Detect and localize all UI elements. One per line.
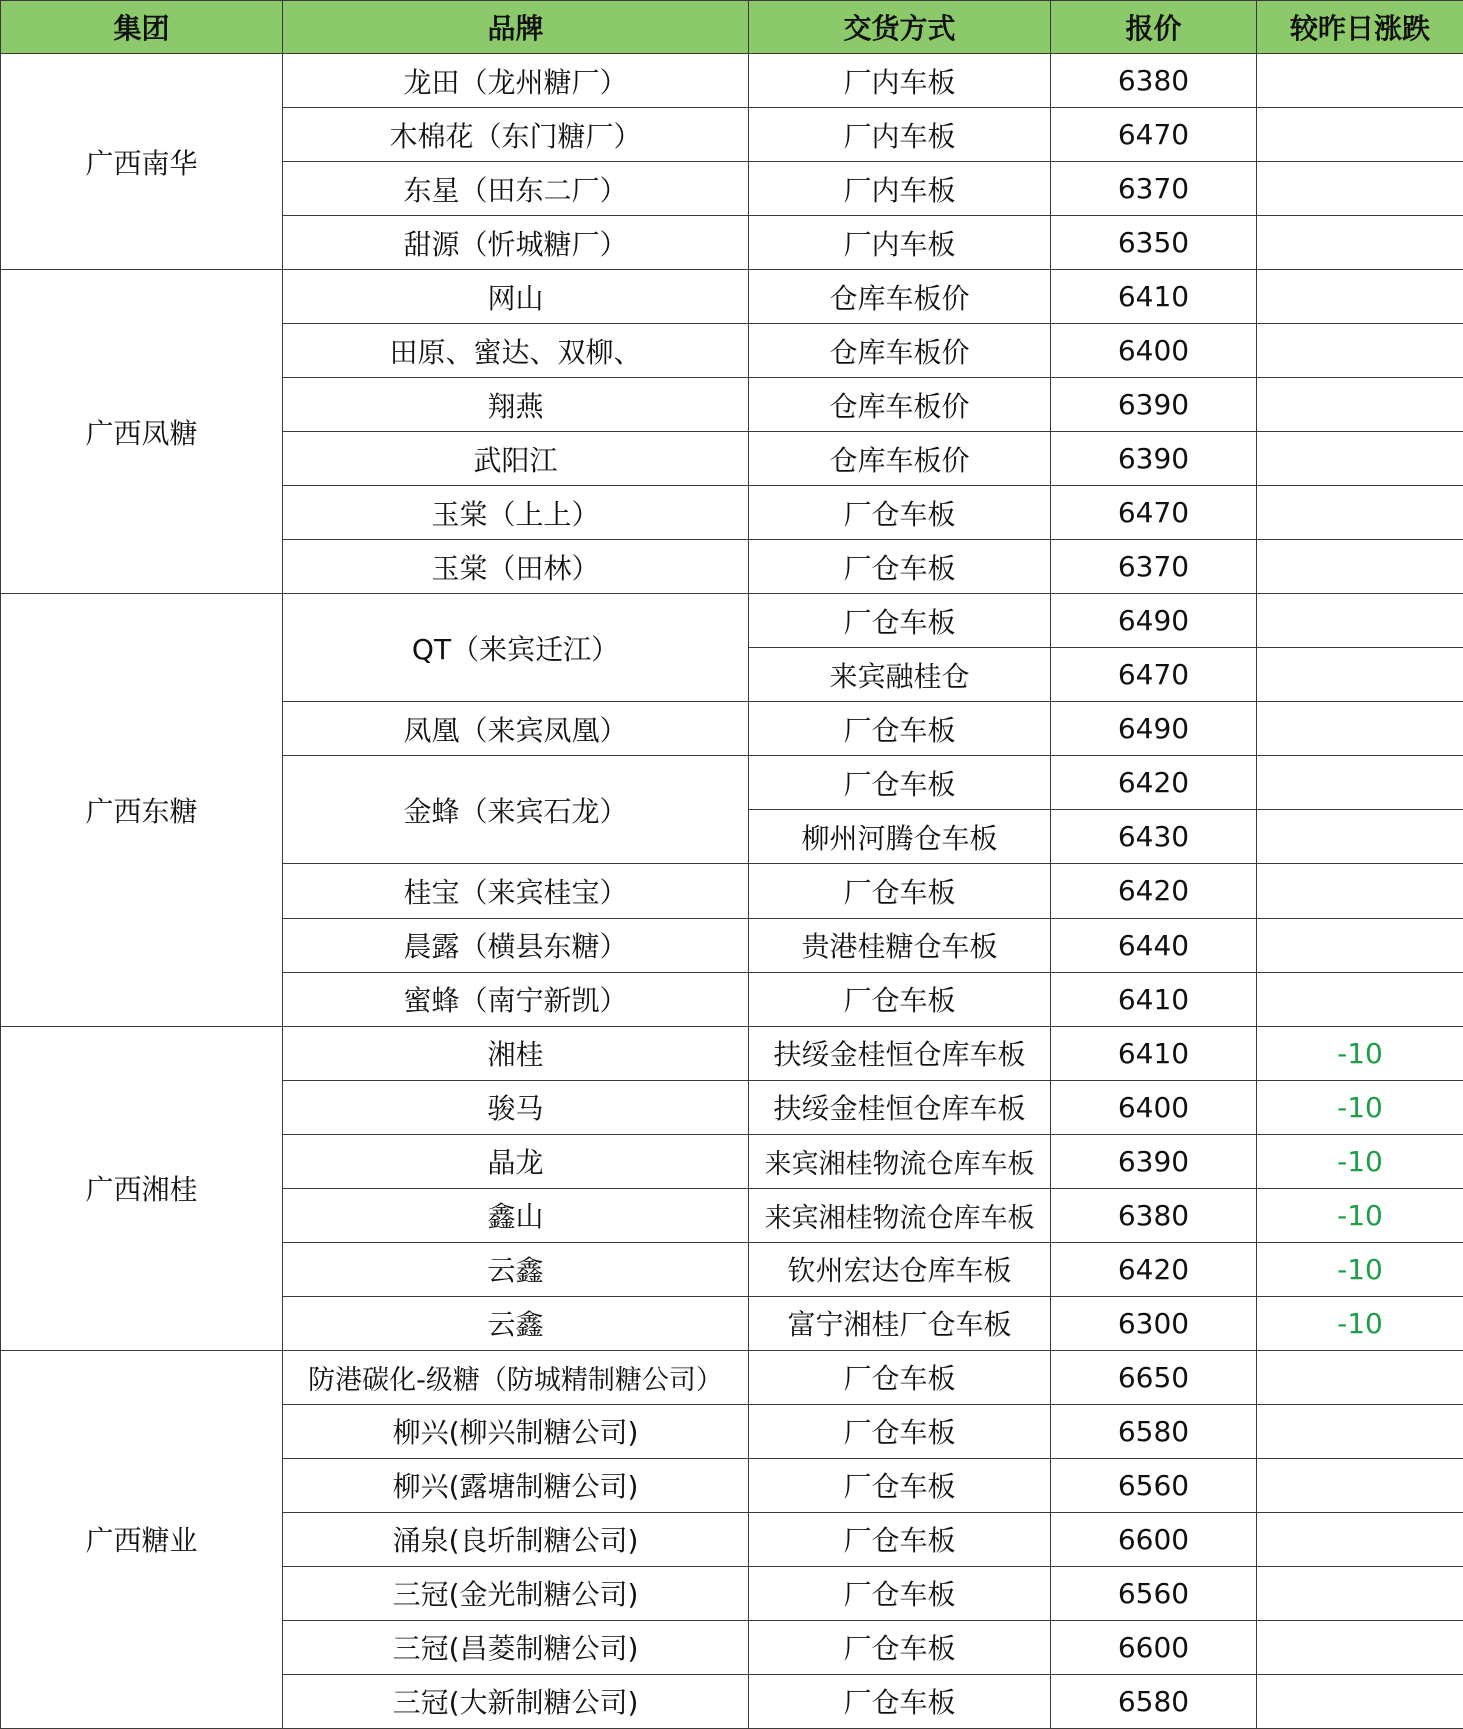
delivery-cell: 富宁湘桂厂仓车板 xyxy=(749,1296,1051,1350)
brand-cell: 东星（田东二厂） xyxy=(283,162,749,216)
brand-cell: 玉棠（田林） xyxy=(283,540,749,594)
delivery-cell: 来宾湘桂物流仓库车板 xyxy=(749,1188,1051,1242)
change-cell xyxy=(1257,162,1463,216)
price-cell: 6560 xyxy=(1051,1458,1257,1512)
table-row xyxy=(1,594,1463,648)
price-cell: 6300 xyxy=(1051,1296,1257,1350)
change-cell xyxy=(1257,1512,1463,1566)
brand-cell: 柳兴(柳兴制糖公司) xyxy=(283,1404,749,1458)
brand-cell: 晨露（横县东糖） xyxy=(283,918,749,972)
price-cell: 6490 xyxy=(1051,702,1257,756)
delivery-cell: 厂仓车板 xyxy=(749,756,1051,810)
table-row xyxy=(1,270,1463,324)
delivery-cell: 厂仓车板 xyxy=(749,1350,1051,1404)
brand-cell: 网山 xyxy=(283,270,749,324)
change-cell xyxy=(1257,810,1463,864)
change-cell xyxy=(1257,972,1463,1026)
brand-cell: 甜源（忻城糖厂） xyxy=(283,216,749,270)
change-cell: -10 xyxy=(1257,1188,1463,1242)
price-cell: 6380 xyxy=(1051,54,1257,108)
delivery-cell: 贵港桂糖仓车板 xyxy=(749,918,1051,972)
price-cell: 6440 xyxy=(1051,918,1257,972)
delivery-cell: 来宾湘桂物流仓库车板 xyxy=(749,1134,1051,1188)
table-row xyxy=(1,1026,1463,1080)
delivery-cell: 扶绥金桂恒仓库车板 xyxy=(749,1080,1051,1134)
change-cell xyxy=(1257,1404,1463,1458)
change-cell xyxy=(1257,270,1463,324)
delivery-cell: 厂仓车板 xyxy=(749,1512,1051,1566)
brand-cell: QT（来宾迁江） xyxy=(283,594,749,702)
delivery-cell: 厂仓车板 xyxy=(749,972,1051,1026)
price-cell: 6600 xyxy=(1051,1512,1257,1566)
price-cell: 6600 xyxy=(1051,1620,1257,1674)
price-cell: 6410 xyxy=(1051,1026,1257,1080)
price-cell: 6410 xyxy=(1051,270,1257,324)
header-row xyxy=(1,1,1463,54)
change-cell: -10 xyxy=(1257,1134,1463,1188)
delivery-cell: 厂仓车板 xyxy=(749,1674,1051,1728)
change-cell xyxy=(1257,864,1463,918)
change-cell xyxy=(1257,594,1463,648)
price-cell: 6470 xyxy=(1051,648,1257,702)
change-cell xyxy=(1257,540,1463,594)
price-cell: 6650 xyxy=(1051,1350,1257,1404)
brand-cell: 涌泉(良圻制糖公司) xyxy=(283,1512,749,1566)
change-cell xyxy=(1257,1674,1463,1728)
delivery-cell: 柳州河腾仓车板 xyxy=(749,810,1051,864)
price-cell: 6370 xyxy=(1051,540,1257,594)
brand-cell: 木棉花（东门糖厂） xyxy=(283,108,749,162)
change-cell xyxy=(1257,108,1463,162)
brand-cell: 晶龙 xyxy=(283,1134,749,1188)
group-cell: 广西凤糖 xyxy=(1,270,283,594)
price-cell: 6420 xyxy=(1051,756,1257,810)
brand-cell: 云鑫 xyxy=(283,1242,749,1296)
price-cell: 6420 xyxy=(1051,864,1257,918)
delivery-cell: 厂仓车板 xyxy=(749,1566,1051,1620)
price-cell: 6470 xyxy=(1051,108,1257,162)
change-cell xyxy=(1257,432,1463,486)
change-cell xyxy=(1257,702,1463,756)
brand-cell: 骏马 xyxy=(283,1080,749,1134)
change-cell: -10 xyxy=(1257,1026,1463,1080)
brand-cell: 鑫山 xyxy=(283,1188,749,1242)
change-cell xyxy=(1257,216,1463,270)
change-cell xyxy=(1257,324,1463,378)
change-cell xyxy=(1257,1458,1463,1512)
group-cell: 广西湘桂 xyxy=(1,1026,283,1350)
change-cell xyxy=(1257,1566,1463,1620)
change-cell xyxy=(1257,756,1463,810)
price-cell: 6470 xyxy=(1051,486,1257,540)
brand-cell: 三冠(金光制糖公司) xyxy=(283,1566,749,1620)
group-cell: 广西南华 xyxy=(1,54,283,270)
change-cell xyxy=(1257,54,1463,108)
delivery-cell: 仓库车板价 xyxy=(749,270,1051,324)
brand-cell: 玉棠（上上） xyxy=(283,486,749,540)
change-cell: -10 xyxy=(1257,1242,1463,1296)
price-cell: 6390 xyxy=(1051,432,1257,486)
delivery-cell: 厂内车板 xyxy=(749,108,1051,162)
delivery-cell: 厂内车板 xyxy=(749,162,1051,216)
brand-cell: 武阳江 xyxy=(283,432,749,486)
brand-cell: 三冠(大新制糖公司) xyxy=(283,1674,749,1728)
group-cell: 广西糖业 xyxy=(1,1350,283,1728)
price-cell: 6390 xyxy=(1051,1134,1257,1188)
delivery-cell: 扶绥金桂恒仓库车板 xyxy=(749,1026,1051,1080)
brand-cell: 蜜蜂（南宁新凯） xyxy=(283,972,749,1026)
header-change: 较昨日涨跌 xyxy=(1257,1,1463,54)
change-cell: -10 xyxy=(1257,1080,1463,1134)
price-cell: 6390 xyxy=(1051,378,1257,432)
price-cell: 6370 xyxy=(1051,162,1257,216)
delivery-cell: 钦州宏达仓库车板 xyxy=(749,1242,1051,1296)
brand-cell: 三冠(昌菱制糖公司) xyxy=(283,1620,749,1674)
brand-cell: 云鑫 xyxy=(283,1296,749,1350)
table-row xyxy=(1,54,1463,108)
change-cell xyxy=(1257,1350,1463,1404)
price-cell: 6430 xyxy=(1051,810,1257,864)
brand-cell: 桂宝（来宾桂宝） xyxy=(283,864,749,918)
brand-cell: 柳兴(露塘制糖公司) xyxy=(283,1458,749,1512)
price-cell: 6580 xyxy=(1051,1404,1257,1458)
table-row xyxy=(1,1350,1463,1404)
change-cell xyxy=(1257,648,1463,702)
header-price: 报价 xyxy=(1051,1,1257,54)
brand-cell: 湘桂 xyxy=(283,1026,749,1080)
delivery-cell: 厂仓车板 xyxy=(749,702,1051,756)
change-cell xyxy=(1257,918,1463,972)
price-cell: 6380 xyxy=(1051,1188,1257,1242)
delivery-cell: 仓库车板价 xyxy=(749,324,1051,378)
delivery-cell: 来宾融桂仓 xyxy=(749,648,1051,702)
price-cell: 6410 xyxy=(1051,972,1257,1026)
change-cell xyxy=(1257,1620,1463,1674)
brand-cell: 田原、蜜达、双柳、 xyxy=(283,324,749,378)
delivery-cell: 厂仓车板 xyxy=(749,864,1051,918)
price-cell: 6350 xyxy=(1051,216,1257,270)
delivery-cell: 厂仓车板 xyxy=(749,486,1051,540)
brand-cell: 龙田（龙州糖厂） xyxy=(283,54,749,108)
table-body xyxy=(1,54,1463,1729)
change-cell xyxy=(1257,378,1463,432)
header-delivery: 交货方式 xyxy=(749,1,1051,54)
delivery-cell: 厂内车板 xyxy=(749,54,1051,108)
price-cell: 6400 xyxy=(1051,324,1257,378)
header-group: 集团 xyxy=(1,1,283,54)
delivery-cell: 仓库车板价 xyxy=(749,432,1051,486)
price-cell: 6580 xyxy=(1051,1674,1257,1728)
delivery-cell: 厂仓车板 xyxy=(749,1620,1051,1674)
delivery-cell: 仓库车板价 xyxy=(749,378,1051,432)
brand-cell: 翔燕 xyxy=(283,378,749,432)
delivery-cell: 厂仓车板 xyxy=(749,594,1051,648)
change-cell: -10 xyxy=(1257,1296,1463,1350)
price-cell: 6420 xyxy=(1051,1242,1257,1296)
price-cell: 6400 xyxy=(1051,1080,1257,1134)
header-brand: 品牌 xyxy=(283,1,749,54)
brand-cell: 金蜂（来宾石龙） xyxy=(283,756,749,864)
group-cell: 广西东糖 xyxy=(1,594,283,1026)
delivery-cell: 厂仓车板 xyxy=(749,1458,1051,1512)
change-cell xyxy=(1257,486,1463,540)
delivery-cell: 厂内车板 xyxy=(749,216,1051,270)
delivery-cell: 厂仓车板 xyxy=(749,540,1051,594)
price-cell: 6490 xyxy=(1051,594,1257,648)
brand-cell: 凤凰（来宾凤凰） xyxy=(283,702,749,756)
price-cell: 6560 xyxy=(1051,1566,1257,1620)
brand-cell: 防港碳化-级糖（防城精制糖公司） xyxy=(283,1350,749,1404)
delivery-cell: 厂仓车板 xyxy=(749,1404,1051,1458)
